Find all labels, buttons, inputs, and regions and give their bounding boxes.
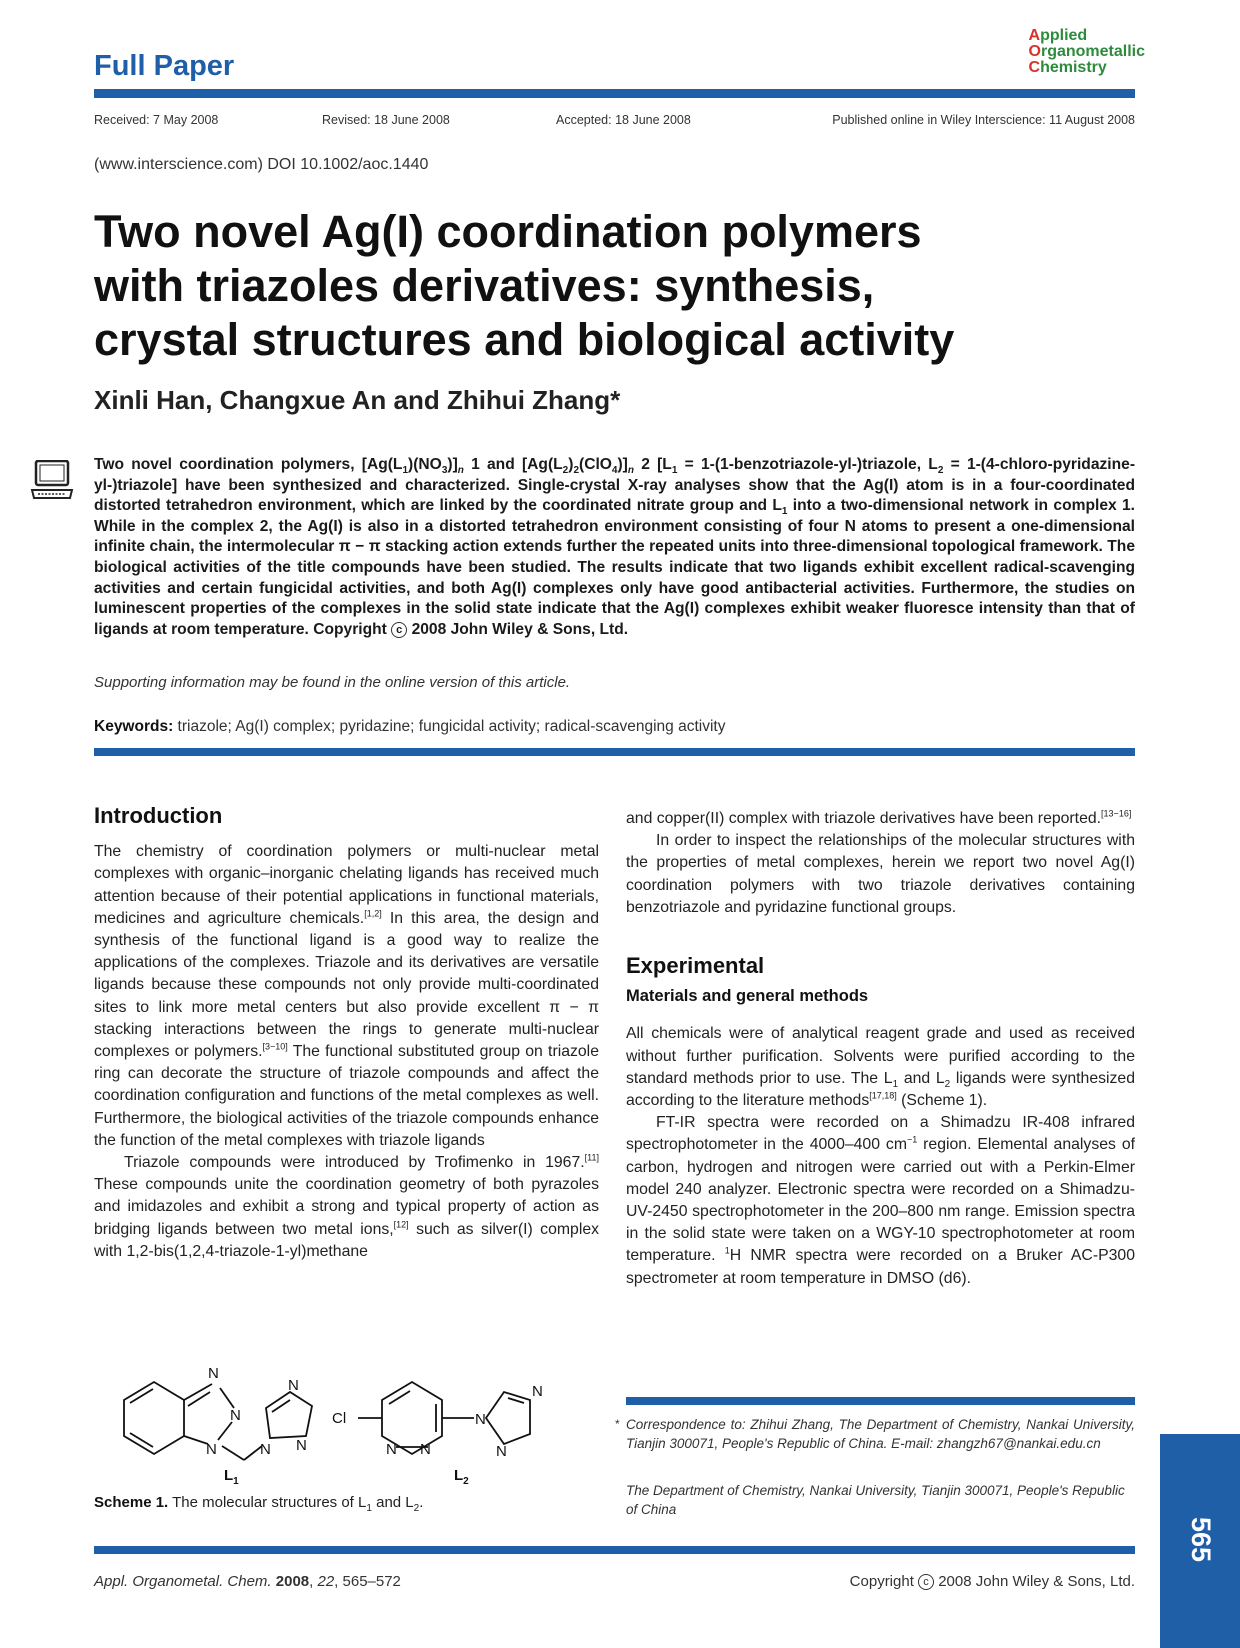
journal-logo-line-3: [1029, 60, 1145, 76]
materials-subheading: Materials and general methods: [626, 987, 869, 1006]
journal-logo-line-1: [1029, 28, 1145, 44]
copyright-symbol: c: [918, 1574, 934, 1590]
logo-initial: C: [1028, 59, 1041, 76]
keywords-label: Keywords:: [94, 718, 174, 735]
header-rule: [94, 89, 1135, 98]
intro-paragraph-3: and copper(II) complex with triazole derivatives have been reported.[13−16]: [626, 808, 1132, 827]
revised-date: Revised: 18 June 2008: [322, 113, 450, 127]
footnote-rule: [626, 1397, 1135, 1405]
footer-rule: [94, 1546, 1135, 1554]
svg-text:N: N: [532, 1383, 543, 1400]
svg-text:N: N: [260, 1441, 271, 1458]
svg-text:Cl: Cl: [332, 1410, 347, 1427]
logo-rest: rganometallic: [1040, 43, 1145, 60]
keywords: [94, 718, 725, 736]
logo-initial: O: [1028, 43, 1041, 60]
scheme-caption: Scheme 1. The molecular structures of $L_1$ and $L_2$.: [94, 1494, 424, 1514]
copyright-symbol: c: [391, 622, 407, 638]
footer-copyright: Copyright c 2008 John Wiley & Sons, Ltd.: [849, 1573, 1135, 1590]
received-date: Received: 7 May 2008: [94, 113, 219, 127]
logo-initial: A: [1028, 27, 1041, 44]
page-number: 565: [1186, 1516, 1217, 1563]
author-list: Xinli Han, Changxue An and Zhihui Zhang*: [94, 385, 621, 415]
correspondence-note: Correspondence to: Zhihui Zhang, The Department of Chemistry, Nankai University, Tianjin 300071, People's Republic of China. E-mail: zhangzh67@nankai.edu.cn: [626, 1417, 1135, 1451]
journal-logo-line-2: [1029, 44, 1145, 60]
abstract: Two novel coordination polymers, $[Ag(L_1)(NO_3)]_n$ 1 and $[Ag(L_2)_2(ClO_4)]_n$ 2 [$L_1$ = 1-(1-benzotriazole-yl-)triazole, $L_2$ = 1-(4-chloro-pyridazine-yl-)triazole] have been synthesized and characterized. Single-crystal X-ray analyses show that the Ag(I) atom is in a four-coordinated distorted tetrahedron environment, which are linked by the coordinated nitrate group and $L_1$ into a two-dimensional network in complex 1. While in the complex 2, the Ag(I) is also in a distorted tetrahedron environment consisting of four N atoms to present a one-dimensional infinite chain, the intermolecular π − π stacking action extends further the repeated units into three-dimensional topological framework. The biological activities of the title compounds have been studied. The results indicate that two ligands exhibit excellent radical-scavenging activities and certain fungicidal activities, and both Ag(I) complexes only have good antibacterial activities. Furthermore, the studies on luminescent properties of the complexes in the solid state indicate that the Ag(I) complexes exhibit weaker fluoresce intensity than that of ligands at room temperature. Copyright c 2008 John Wiley & Sons, Ltd.: [94, 456, 1136, 638]
article-title: [94, 205, 1134, 367]
svg-text:N: N: [208, 1365, 219, 1382]
footnote-star: *: [615, 1417, 620, 1431]
svg-text:L2: $L_2$: [454, 1467, 469, 1486]
svg-text:N: N: [230, 1407, 241, 1424]
title-line: crystal structures and biological activity: [94, 314, 955, 365]
experimental-heading: Experimental: [626, 953, 765, 979]
svg-text:N: N: [296, 1437, 307, 1454]
svg-text:N: N: [288, 1377, 299, 1394]
affiliation-note: The Department of Chemistry, Nankai University, Tianjin 300071, People's Republic of China: [626, 1483, 1125, 1517]
intro-paragraph-1: The chemistry of coordination polymers or multi-nuclear metal complexes with organic–inorganic chelating ligands has received much attention because of their potential applications in functional materials, medicines and agriculture chemicals.[1,2] In this area, the design and synthesis of the functional ligand is a good way to realize the applications of the complexes. Triazole and its derivatives are versatile ligands because these compounds not only provide multi-coordinated sites to link more metal centers but also provide excellent π − π stacking interactions between the rings to generate multi-nuclear complexes or polymers.[3−10] The functional substituted group on triazole ring can decorate the structure of triazole compounds and affect the coordination configuration and functions of the metal complexes as well. Furthermore, the biological activities of the triazole compounds enhance the function of the metal complexes with triazole ligands: [94, 843, 599, 1149]
svg-text:N: N: [206, 1441, 217, 1458]
intro-paragraph-2: Triazole compounds were introduced by Trofimenko in 1967.[11] These compounds unite the coordination geometry of both pyrazoles and imidazoles and exhibit a strong and typical property of action as bridging ligands between two metal ions,[12] such as silver(I) complex with 1,2-bis(1,2,4-triazole-1-yl)methane: [94, 1152, 600, 1260]
experimental-paragraph-1: All chemicals were of analytical reagent grade and used as received without further purification. Solvents were purified according to the standard methods prior to use. The $L_1$ and $L_2$ ligands were synthesized according to the literature methods[17,18] (Scheme 1).: [626, 1025, 1136, 1110]
svg-text:N: N: [475, 1411, 486, 1428]
page-number-tab: [1160, 1434, 1240, 1648]
svg-text:L1: $L_1$: [224, 1467, 239, 1486]
abstract-copyright: Copyright c 2008 John Wiley & Sons, Ltd.: [313, 620, 629, 638]
keywords-text: triazole; Ag(I) complex; pyridazine; fungicidal activity; radical-scavenging activity: [173, 718, 726, 735]
published-date: Published online in Wiley Interscience: 11 August 2008: [832, 113, 1135, 127]
doi-line[interactable]: (www.interscience.com) DOI 10.1002/aoc.1440: [94, 156, 429, 173]
left-column: [94, 805, 599, 1263]
accepted-date: Accepted: 18 June 2008: [556, 113, 691, 127]
supporting-info-note: Supporting information may be found in the online version of this article.: [94, 674, 571, 691]
title-line: with triazoles derivatives: synthesis,: [94, 260, 875, 311]
svg-text:N: N: [420, 1441, 431, 1458]
intro-paragraph-4: In order to inspect the relationships of the molecular structures with the properties of metal complexes, herein we report two novel Ag(I) coordination polymers with two triazole derivatives containing benzotriazole and pyridazine functional groups.: [626, 832, 1135, 916]
introduction-heading: Introduction: [94, 803, 223, 828]
svg-text:N: N: [386, 1441, 397, 1458]
computer-icon: [30, 460, 74, 500]
abstract-rule: [94, 748, 1135, 756]
header-label: Full Paper: [94, 50, 235, 82]
right-column: [626, 808, 1135, 1290]
logo-rest: pplied: [1040, 27, 1088, 44]
scheme-molecular-structures: [120, 1346, 580, 1486]
title-line: Two novel Ag(I) coordination polymers: [94, 206, 922, 257]
svg-text:N: N: [496, 1443, 507, 1460]
experimental-paragraph-2: FT-IR spectra were recorded on a Shimadzu IR-408 infrared spectrophotometer in the 4000–400 $cm^{-1}$ region. Elemental analyses of carbon, hydrogen and nitrogen were carried out with a Perkin-Elmer model 240 analyzer. Electronic spectra were recorded on a Shimadzu-UV-2450 spectrophotometer in the 200–800 nm range. Emission spectra in the solid state were taken on a WGY-10 spectrophotometer at room temperature. $^1$H NMR spectra were recorded on a Bruker AC-P300 spectrometer at room temperature in DMSO (d6).: [626, 1114, 1135, 1287]
footer-citation: Appl. Organometal. Chem. 2008, 22, 565–572: [94, 1573, 401, 1590]
journal-logo: [1029, 28, 1145, 76]
logo-rest: hemistry: [1040, 59, 1107, 76]
